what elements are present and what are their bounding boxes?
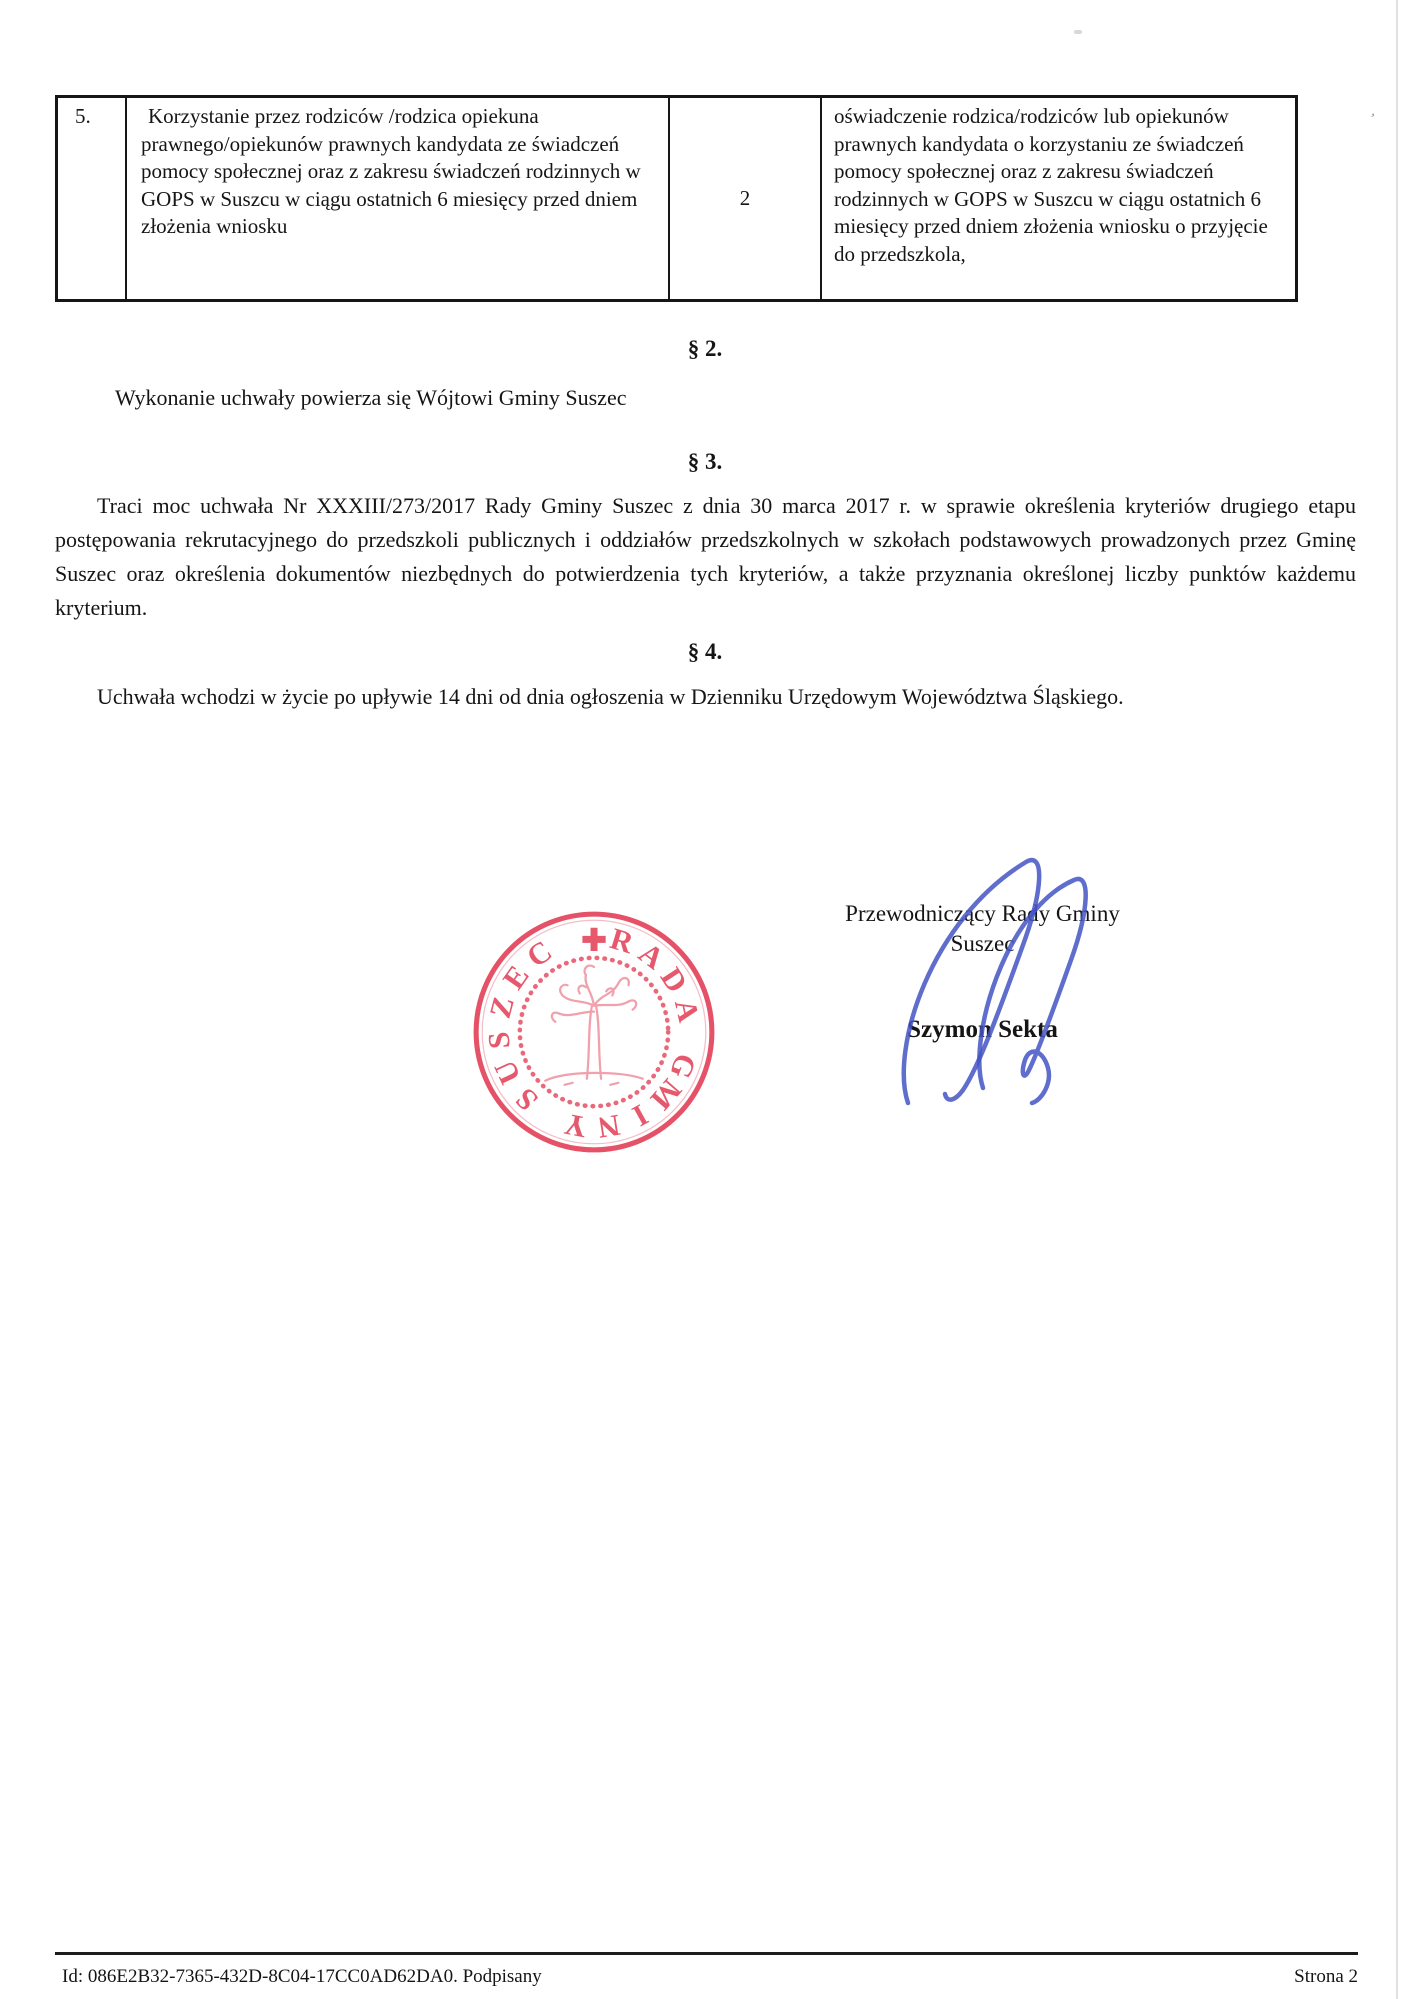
svg-text:E: E bbox=[496, 959, 536, 996]
table-cell-attachment: oświadczenie rodzica/rodziców lub opiekunów prawnych kandydata o korzystaniu ze świadczeń pomocy społecznej oraz z zakresu świadczeń rodzinnych w GOPS w Suszcu w ciągu ostatnich 6 miesięcy przed dniem złożenia wniosku o przyjęcie do przedszkola, bbox=[820, 98, 1295, 299]
footer-document-id: Id: 086E2B32-7365-432D-8C04-17CC0AD62DA0. Podpisany bbox=[62, 1966, 542, 1987]
stamp-cross-icon: ✚ bbox=[581, 923, 607, 958]
svg-text:G: G bbox=[662, 1049, 704, 1084]
scan-edge-line bbox=[1396, 0, 1398, 1999]
svg-text:U: U bbox=[487, 1055, 528, 1090]
svg-text:I: I bbox=[626, 1097, 654, 1134]
criteria-table bbox=[55, 95, 1298, 302]
svg-text:D: D bbox=[653, 961, 695, 999]
table-cell-points: 2 bbox=[668, 98, 820, 299]
section-4-body: Uchwała wchodzi w życie po upływie 14 dni od dnia ogłoszenia w Dzienniku Urzędowym Województwa Śląskiego. bbox=[97, 684, 1124, 709]
section-4-heading: § 4. bbox=[687, 639, 723, 664]
scan-speck bbox=[1074, 30, 1082, 34]
stamp-tree-icon bbox=[545, 966, 643, 1085]
table-cell-criterion: Korzystanie przez rodziców /rodzica opiekuna prawnego/opiekunów prawnych kandydata ze świadczeń pomocy społecznej oraz z zakresu świadczeń rodzinnych w GOPS w Suszcu w ciągu ostatnich 6 miesięcy przed dniem złożenia wniosku bbox=[125, 98, 668, 299]
svg-text:A: A bbox=[632, 935, 671, 977]
svg-text:S: S bbox=[481, 1030, 517, 1051]
footer-divider bbox=[55, 1952, 1358, 1955]
signer-name: Szymon Sekta bbox=[907, 1016, 1058, 1043]
svg-text:C: C bbox=[520, 933, 559, 975]
section-3-heading: § 3. bbox=[687, 449, 723, 474]
signer-title-line1: Przewodniczący Rady Gminy bbox=[845, 901, 1120, 926]
council-stamp bbox=[468, 906, 720, 1158]
table-cell-row-number: 5. bbox=[75, 104, 91, 128]
signer-title-line2: Suszec bbox=[950, 931, 1015, 956]
footer-page-number: Strona 2 bbox=[1294, 1966, 1358, 1987]
svg-text:Y: Y bbox=[561, 1106, 590, 1145]
svg-text:A: A bbox=[667, 996, 706, 1026]
svg-text:N: N bbox=[595, 1107, 623, 1145]
section-3-body: Traci moc uchwała Nr XXXIII/273/2017 Rady Gminy Suszec z dnia 30 marca 2017 r. w sprawie określenia kryteriów drugiego etapu postępowania rekrutacyjnego do przedszkoli publicznych i oddziałów przedszkolnych w szkołach podstawowych prowadzonych przez Gminę Suszec oraz określenia dokumentów niezbędnych do potwierdzenia tych kryteriów, a także przyznania określonej liczby punktów każdemu kryterium. bbox=[55, 493, 1356, 620]
section-2-body: Wykonanie uchwały powierza się Wójtowi Gminy Suszec bbox=[115, 385, 627, 410]
svg-text:M: M bbox=[643, 1072, 689, 1117]
svg-text:Z: Z bbox=[482, 993, 521, 1022]
handwritten-signature bbox=[885, 850, 1100, 1110]
scan-speck: ’ bbox=[1368, 111, 1376, 128]
section-2-heading: § 2. bbox=[687, 336, 723, 361]
svg-text:S: S bbox=[508, 1081, 545, 1118]
svg-text:R: R bbox=[606, 921, 638, 961]
